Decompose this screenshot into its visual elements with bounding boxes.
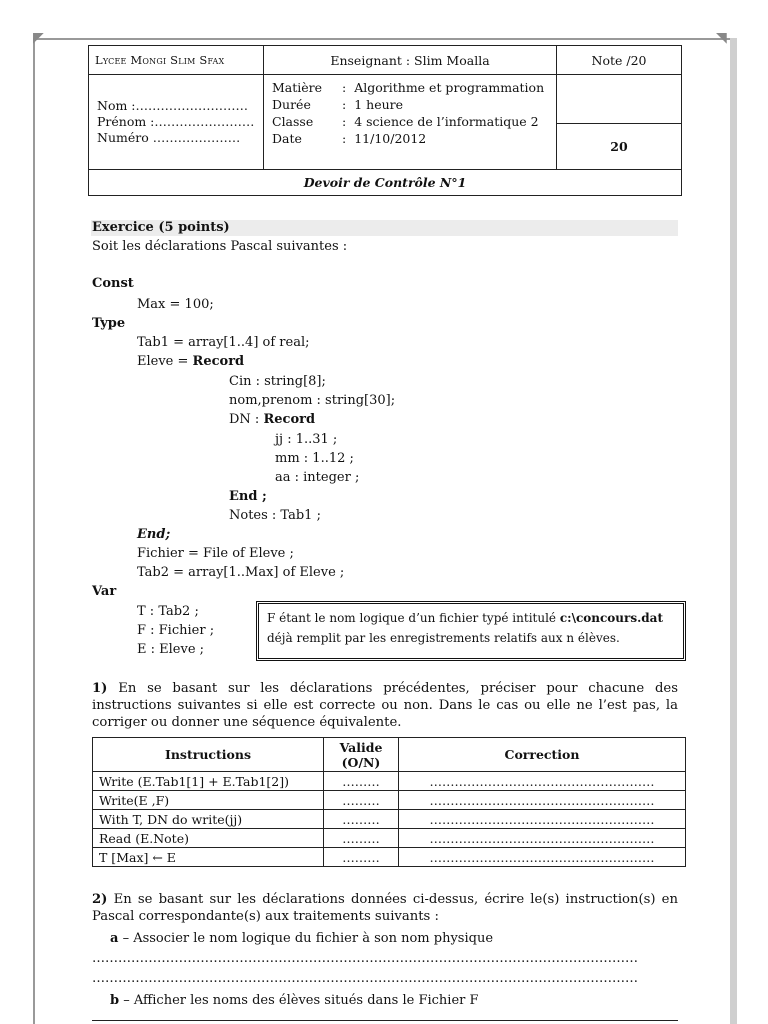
col-header-correction: Correction — [399, 738, 686, 772]
question-2b-letter: b — [110, 993, 120, 1008]
question-1-text: En se basant sur les déclarations précédentes, préciser pour chacune des instructions suivantes si elle est correcte ou non. Dans le cas ou elle ne l’est pas, la corriger ou donner une séquence équivalente. — [92, 681, 678, 730]
meta-value: Algorithme et programmation — [354, 80, 545, 95]
file-note-line1 — [267, 608, 675, 628]
exercise-intro: Soit les déclarations Pascal suivantes : — [92, 239, 348, 254]
question-2b-text: – Afficher les noms des élèves situés dans le Fichier F — [119, 993, 479, 1008]
code-tab2: Tab2 = array[1..Max] of Eleve ; — [137, 565, 345, 580]
code-dn — [229, 412, 315, 427]
grade-value: 20 — [557, 124, 682, 170]
meta-key: Matière — [272, 80, 323, 95]
code-type-keyword: Type — [92, 316, 126, 331]
table-row — [93, 772, 686, 791]
teacher-name: Enseignant : Slim Moalla — [264, 46, 557, 75]
question-2-text: En se basant sur les déclarations données ci-dessus, écrire le(s) instruction(s) en Pascal correspondante(s) aux traitements suivants : — [92, 892, 678, 924]
exercise-title: Exercice (5 points) — [92, 220, 230, 235]
code-fichier: Fichier = File of Eleve ; — [137, 546, 294, 561]
file-note-text: F étant le nom logique d’un fichier typé intitulé — [267, 611, 560, 625]
instruction-cell: Read (E.Note) — [93, 829, 324, 848]
page-border-left — [33, 38, 35, 1024]
code-var-t: T : Tab2 ; — [137, 604, 199, 619]
question-2a-letter: a — [110, 931, 119, 946]
correction-cell: ……………………………………………… — [399, 791, 686, 810]
question-1-number: 1) — [92, 681, 108, 696]
answer-dots-line: ……………………………………………………………………………………………………………… — [92, 951, 638, 966]
code-const-keyword: Const — [92, 276, 134, 291]
code-record-keyword: Record — [192, 354, 245, 369]
code-end-outer: End; — [137, 527, 171, 542]
corner-mark-right-icon: ◥ — [716, 30, 727, 46]
question-2-number: 2) — [92, 892, 108, 907]
student-number-line: Numéro ………………… — [97, 130, 241, 145]
student-info — [89, 75, 264, 170]
school-name: Lycee Mongi Slim Sfax — [89, 46, 264, 75]
code-notes: Notes : Tab1 ; — [229, 508, 321, 523]
correction-cell: ……………………………………………… — [399, 829, 686, 848]
valid-cell: ……… — [324, 791, 399, 810]
note-label: Note /20 — [557, 46, 682, 75]
corner-mark-left-icon: ◤ — [33, 30, 44, 46]
table-row — [93, 810, 686, 829]
question-2b — [110, 993, 479, 1008]
code-jj: jj : 1..31 ; — [275, 432, 338, 447]
correction-cell: ……………………………………………… — [399, 848, 686, 867]
code-nomprenom: nom,prenom : string[30]; — [229, 393, 396, 408]
code-record-keyword: Record — [263, 412, 316, 427]
file-note-line2: déjà remplit par les enregistrements relatifs aux n élèves. — [267, 631, 620, 645]
student-name-line: Nom :……………………… — [97, 98, 249, 113]
meta-value: 11/10/2012 — [354, 131, 427, 146]
file-path: c:\concours.dat — [559, 611, 663, 625]
table-row — [93, 848, 686, 867]
code-eleve-label: Eleve = — [137, 354, 193, 369]
question-1 — [92, 680, 678, 731]
file-note-box — [256, 601, 686, 661]
table-row — [93, 791, 686, 810]
header-table — [88, 45, 682, 196]
question-2a-text: – Associer le nom logique du fichier à son nom physique — [118, 931, 494, 946]
code-mm: mm : 1..12 ; — [275, 451, 354, 466]
col-header-instructions: Instructions — [93, 738, 324, 772]
table-row — [93, 829, 686, 848]
valid-cell: ……… — [324, 772, 399, 791]
meta-key: Date — [272, 131, 302, 146]
code-var-e: E : Eleve ; — [137, 642, 205, 657]
correction-cell: ……………………………………………… — [399, 772, 686, 791]
instruction-cell: T [Max] ← E — [93, 848, 324, 867]
student-firstname-line: Prénom :…………………… — [97, 114, 255, 129]
question-2 — [92, 891, 678, 925]
code-var-f: F : Fichier ; — [137, 623, 215, 638]
instruction-cell: Write(E ,F) — [93, 791, 324, 810]
correction-cell: ……………………………………………… — [399, 810, 686, 829]
question-2a — [110, 931, 493, 946]
code-tab1: Tab1 = array[1..4] of real; — [137, 335, 310, 350]
code-dn-label: DN : — [229, 412, 264, 427]
instruction-cell: With T, DN do write(jj) — [93, 810, 324, 829]
code-eleve — [137, 354, 244, 369]
instruction-cell: Write (E.Tab1[1] + E.Tab1[2]) — [93, 772, 324, 791]
code-aa: aa : integer ; — [275, 470, 360, 485]
valid-cell: ……… — [324, 829, 399, 848]
meta-key: Durée — [272, 97, 311, 112]
code-var-keyword: Var — [92, 584, 117, 599]
meta-value: 1 heure — [354, 97, 404, 112]
meta-value: 4 science de l’informatique 2 — [354, 114, 539, 129]
exam-title: Devoir de Contrôle N°1 — [89, 170, 682, 196]
meta-key: Classe — [272, 114, 314, 129]
page-border-right — [730, 38, 737, 1024]
grade-empty-cell — [557, 75, 682, 124]
valid-cell: ……… — [324, 848, 399, 867]
code-max: Max = 100; — [137, 297, 214, 312]
page-border-top — [33, 38, 737, 40]
code-end-inner: End ; — [229, 489, 267, 504]
valid-cell: ……… — [324, 810, 399, 829]
code-cin: Cin : string[8]; — [229, 374, 326, 389]
col-header-valid: Valide (O/N) — [324, 738, 399, 772]
bottom-rule — [92, 1020, 678, 1021]
answer-dots-line: ……………………………………………………………………………………………………………… — [92, 971, 638, 986]
exam-meta: Matière : Algorithme et programmation Durée : 1 heure Classe : 4 science de l’informatique 2 Date : 11/10/2012 — [264, 75, 557, 170]
instructions-table — [92, 737, 686, 867]
